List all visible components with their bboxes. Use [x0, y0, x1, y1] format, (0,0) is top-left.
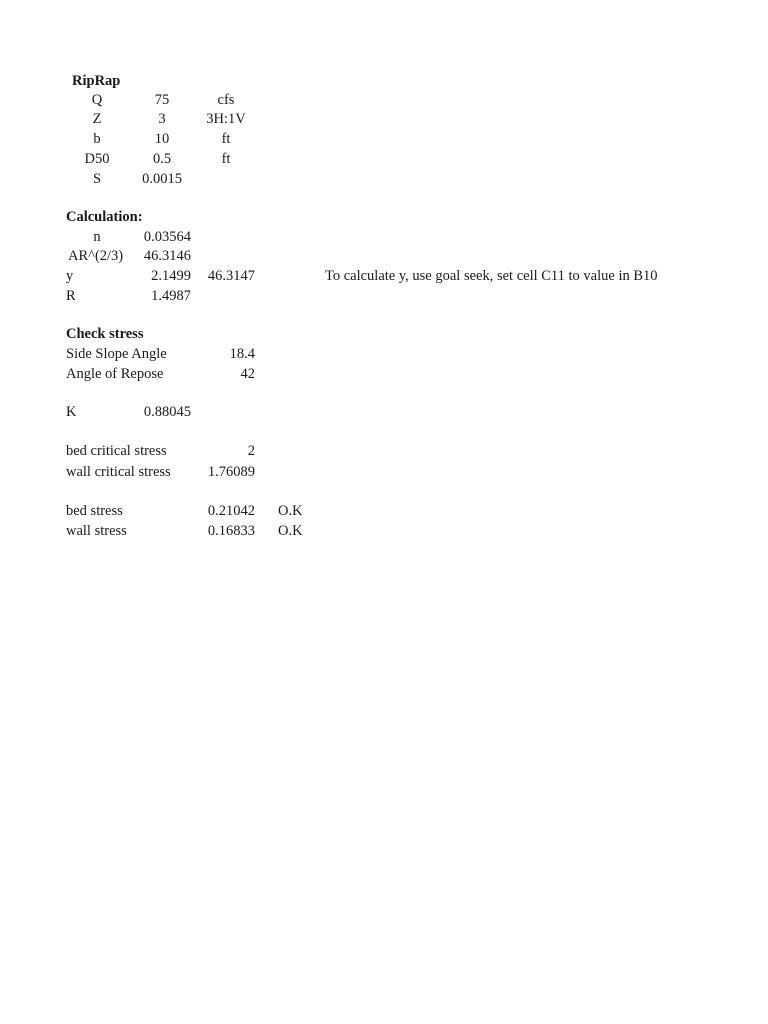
repose-label: Angle of Repose — [66, 366, 164, 382]
bed-stress-status: O.K — [278, 503, 303, 519]
input-value-z: 3 — [158, 111, 166, 127]
calc-label-n: n — [93, 229, 101, 245]
input-unit-d50: ft — [221, 151, 231, 167]
sheet-title: RipRap — [72, 73, 121, 89]
bed-critical-label: bed critical stress — [66, 443, 167, 459]
wall-critical-label: wall critical stress — [66, 464, 171, 480]
wall-stress-status: O.K — [278, 523, 303, 539]
calc-label-y: y — [66, 268, 74, 284]
check-stress-heading: Check stress — [66, 326, 144, 342]
bed-critical-value: 2 — [247, 443, 255, 459]
wall-stress-value: 0.16833 — [207, 523, 255, 539]
k-value: 0.88045 — [143, 404, 191, 420]
side-slope-value: 18.4 — [229, 346, 255, 362]
wall-stress-label: wall stress — [66, 523, 127, 539]
repose-value: 42 — [240, 366, 255, 382]
input-label-z: Z — [92, 111, 102, 127]
input-label-d50: D50 — [84, 151, 110, 167]
calc-label-ar: AR^(2/3) — [68, 248, 124, 264]
calc-label-r: R — [66, 288, 76, 304]
input-value-q: 75 — [154, 92, 170, 108]
input-label-q: Q — [91, 92, 103, 108]
input-unit-b: ft — [221, 131, 231, 147]
side-slope-label: Side Slope Angle — [66, 346, 167, 362]
k-label: K — [66, 404, 77, 420]
wall-critical-value: 1.76089 — [207, 464, 255, 480]
calculation-heading: Calculation: — [66, 209, 143, 225]
input-value-d50: 0.5 — [152, 151, 172, 167]
calc-value-r: 1.4987 — [151, 288, 191, 304]
input-unit-q: cfs — [217, 92, 235, 108]
input-unit-z: 3H:1V — [206, 111, 246, 127]
input-label-b: b — [93, 131, 101, 147]
input-value-b: 10 — [154, 131, 170, 147]
input-value-s: 0.0015 — [142, 171, 182, 187]
calc-value-ar: 46.3146 — [143, 248, 191, 264]
bed-stress-label: bed stress — [66, 503, 123, 519]
calc-value-y: 2.1499 — [151, 268, 191, 284]
calc-check-y: 46.3147 — [207, 268, 255, 284]
goal-seek-note: To calculate y, use goal seek, set cell C11 to value in B10 — [325, 268, 658, 284]
calc-value-n: 0.03564 — [143, 229, 191, 245]
input-label-s: S — [92, 171, 102, 187]
bed-stress-value: 0.21042 — [207, 503, 255, 519]
